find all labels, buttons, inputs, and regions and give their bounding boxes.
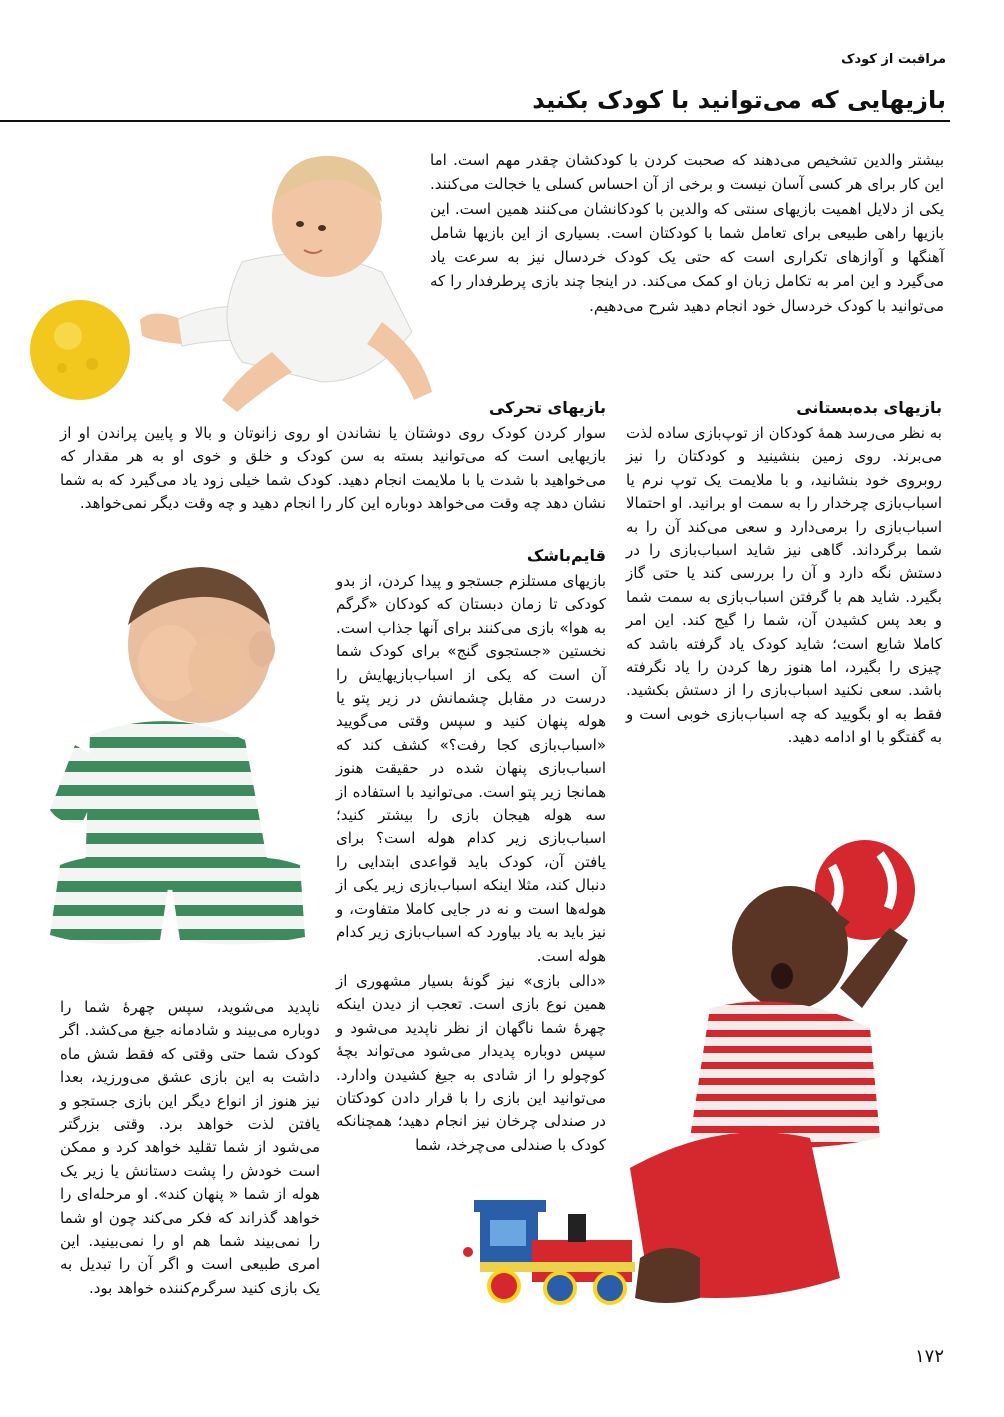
intro-paragraph: بیشتر والدین تشخیص می‌دهند که صحبت کردن با کودکشان چقدر مهم است. اما این کار برای هر کسی آسان نیست و برخی از آن احساس کسلی یا خجالت می‌کنند. یکی از دلایل اهمیت بازیهای سنتی که والدین با کودکانشان می‌کنند همین است. این بازیها راهی طبیعی برای تعامل شما با کودکتان است. بسیاری از این بازیها شامل آهنگها و آوازهای تکراری است که حتی یک کودک خردسال نیز به سرعت یاد می‌گیرد و این امر به تکامل زبان او کمک می‌کند. در اینجا چند بازی پرطرفدار را که می‌توانید با کودک خردسال خود انجام دهید شرح می‌دهیم. <box>430 151 944 315</box>
heading-movement-games: بازیهای تحرکی <box>488 398 606 417</box>
baby-with-ball-photo <box>460 838 946 1320</box>
yellow-ball <box>30 300 130 400</box>
give-take-paragraph: به نظر می‌رسد همهٔ کودکان از توپ‌بازی ساده لذت می‌برند. روی زمین بنشینید و کودکتان را نیز روبروی خود بنشانید، و با ملایمت یک توپ نرم یا اسباب‌بازی چرخدار را به سمت او برانید. او احتمالا اسباب‌بازی را برمی‌دارد و سعی می‌کند آن را به شما برگرداند. گاهی نیز شاید اسباب‌بازی را در دستش نگه دارد و آن را بررسی کند یا حتی گاز بگیرد. شاید هم با گرفتن اسباب‌بازی به سمت شما و بعد پس کشیدن آن، شما را گیج کند. این امر کاملا شایع است؛ شاید کودک یاد گرفته باشد که چیزی را بگیرد، اما هنوز رها کردن را یاد نگرفته باشد. سعی نکنید اسباب‌بازی را از دستش بکشید. فقط به او بگویید که چه اسباب‌بازی خوبی است و به گفتگو با او ادامه دهید. <box>626 424 942 747</box>
page-number: ۱۷۲ <box>914 1346 944 1367</box>
hide-seek-paragraph-1: بازیهای مستلزم جستجو و پیدا کردن، از بدو کودکی تا زمان دبستان که کودکان «گرگم به هوا» بازی می‌کنند برای آنها جذاب است. نخستین «جستجوی گنج» برای کودک شما آن است که یکی از اسباب‌بازیهایش را درست در مقابل چشمانش در زیر پتو یا هوله پنهان کنید و سپس وقتی می‌گویید «اسباب‌بازی کجا رفت؟» کشف کند که اسباب‌بازی پنهان شده در حقیقت هنوز همانجا زیر پتو است. می‌توانید با استفاده از سه هوله هیجان بازی را بیشتر کنید؛ اسباب‌بازی زیر کدام هوله است؟ برای یافتن آن، کودک باید قواعدی ابتدایی را دنبال کند، مثلا اینکه اسباب‌بازی زیر یکی از هوله‌ها است و نه در جایی کاملا متفاوت، و نیز باید به یاد بیاورد که اسباب‌بازی زیر کدام هوله است. <box>336 572 606 965</box>
hide-seek-paragraph-3: ناپدید می‌شوید، سپس چهرهٔ شما را دوباره می‌بیند و شادمانه جیغ می‌کشد. اگر کودک شما حتی وقتی که فقط شش ماه داشت به این بازی عشق می‌ورزید، بعدا نیز هنوز از انواع دیگر این بازی جستجو و یافتن لذت خواهد برد. وقتی بزرگتر می‌شود از شما تقلید خواهد کرد و ممکن است خودش را پشت دستانش یا زیر یک هوله از شما « پنهان کند». او مرحله‌ای را خواهد گذراند که فکر می‌کند چون او شما را نمی‌بیند شما هم او را نمی‌بینید. این امری طبیعی است و اگر آن را تبدیل به یک بازی کنید سرگرم‌کننده خواهد بود. <box>60 998 320 1297</box>
crawling-baby-photo <box>22 132 442 422</box>
title-rule <box>0 120 950 122</box>
heading-give-take-games: بازیهای بده‌بستانی <box>796 398 942 417</box>
section-label: مراقبت از کودک <box>841 52 946 67</box>
peekaboo-baby-photo <box>30 545 320 965</box>
heading-hide-and-seek: قایم‌باشک <box>526 546 606 565</box>
movement-paragraph: سوار کردن کودک روی دوشتان یا نشاندن او روی زانوتان و بالا و پایین پراندن او از بازیهایی است که می‌توانید بسته به سن کودک و خلق و خوی او به هر مقدار که می‌خواهید با شدت یا با ملایمت انجام دهید. کودک شما خیلی زود یاد می‌گیرد که به شما نشان دهد چه وقت می‌خواهد دوباره این کار را انجام دهید و چه وقت دیگر نمی‌خواهد. <box>60 424 606 513</box>
page-title: بازیهایی که می‌توانید با کودک بکنید <box>532 86 946 114</box>
hide-seek-paragraph-2: «دالی بازی» نیز گونهٔ بسیار مشهوری از همین نوع بازی است. تعجب از دیدن اینکه چهرهٔ شما ناگهان از نظر ناپدید می‌شود و سپس دوباره پدیدار می‌شود می‌تواند بچهٔ کوچولو را از شادی به جیغ کشیدن وادارد. می‌توانید این بازی را با قرار دادن کودکتان در صندلی چرخان نیز انجام دهید؛ همچنانکه کودک با صندلی می‌چرخد، شما <box>336 972 606 1154</box>
